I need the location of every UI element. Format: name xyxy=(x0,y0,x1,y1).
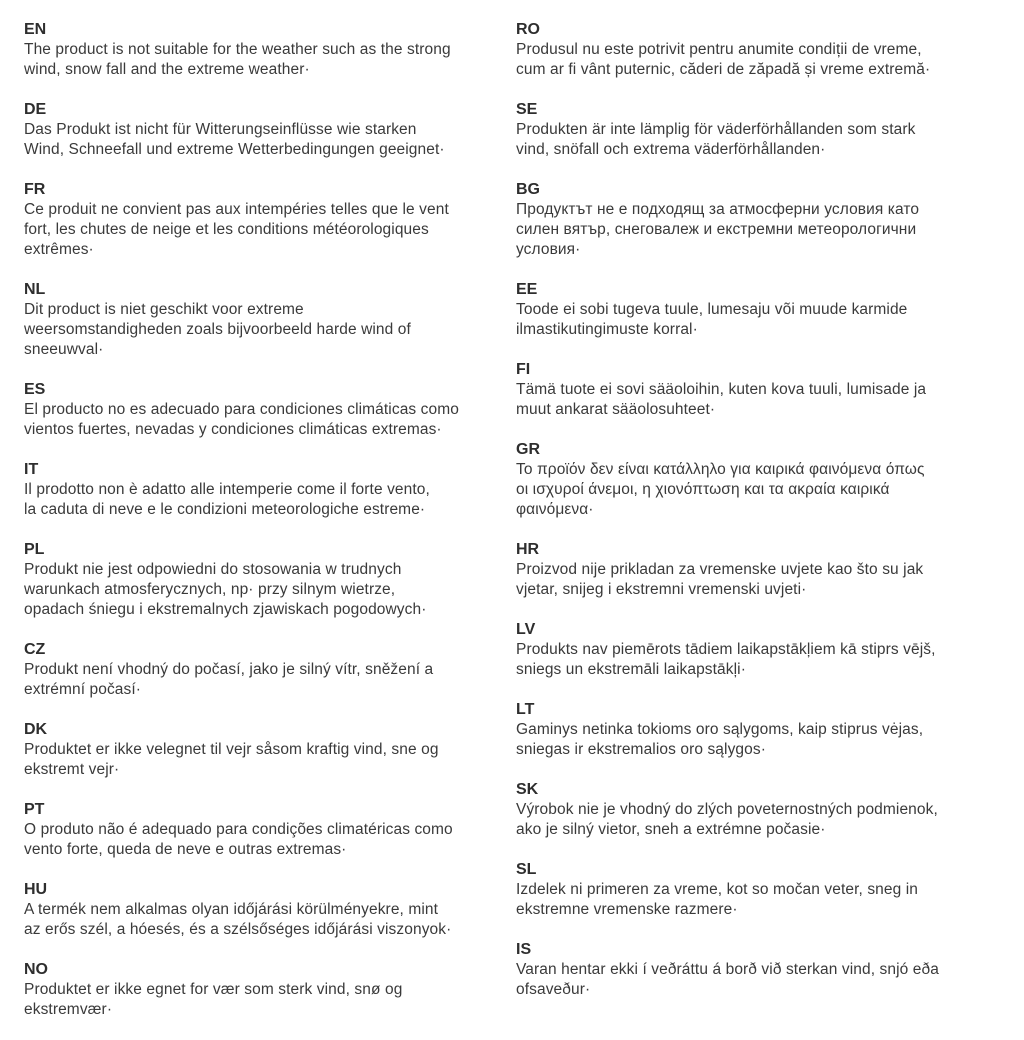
text-line: opadach śniegu i ekstremalnych zjawiskach pogodowych· xyxy=(24,601,427,618)
language-warning-text xyxy=(516,880,1018,920)
language-code-label: EN xyxy=(24,21,47,38)
text-line: Toode ei sobi tugeva tuule, lumesaju või muude karmide xyxy=(516,301,908,318)
language-code-label: FR xyxy=(24,181,46,198)
language-warning-text xyxy=(24,480,516,520)
lang-section-fi xyxy=(516,360,1018,420)
text-line: vientos fuertes, nevadas y condiciones climáticas extremas· xyxy=(24,421,442,438)
language-code-label: LV xyxy=(516,621,536,638)
text-line: El producto no es adecuado para condiciones climáticas como xyxy=(24,401,459,418)
language-code-label: RO xyxy=(516,21,540,38)
language-warning-text xyxy=(24,300,516,360)
language-warning-text xyxy=(24,400,516,440)
language-warning-text xyxy=(24,560,516,620)
text-line: Wind, Schneefall und extreme Wetterbedingungen geeignet· xyxy=(24,141,445,158)
language-code-label: HU xyxy=(24,881,48,898)
lang-section-bg xyxy=(516,180,1018,260)
language-warning-text xyxy=(516,560,1018,600)
language-warning-text xyxy=(516,300,1018,340)
lang-section-nl xyxy=(24,280,516,360)
text-line: Ce produit ne convient pas aux intempéries telles que le vent xyxy=(24,201,449,218)
language-warning-text xyxy=(516,460,1018,520)
text-line: Το προϊόν δεν είναι κατάλληλο για καιρικά φαινόμενα όπως xyxy=(516,461,925,478)
text-line: Produkt nie jest odpowiedni do stosowania w trudnych xyxy=(24,561,402,578)
lang-section-pt xyxy=(24,800,516,860)
text-line: weersomstandigheden zoals bijvoorbeeld harde wind of xyxy=(24,321,411,338)
text-line: Produktet er ikke egnet for vær som sterk vind, snø og xyxy=(24,981,403,998)
language-code-label: NO xyxy=(24,961,48,978)
lang-section-de xyxy=(24,100,516,160)
text-line: warunkach atmosferycznych, np· przy silnym wietrze, xyxy=(24,581,396,598)
lang-section-lv xyxy=(516,620,1018,680)
text-line: O produto não é adequado para condições climatéricas como xyxy=(24,821,453,838)
lang-section-es xyxy=(24,380,516,440)
lang-section-en xyxy=(24,20,516,80)
language-code-label: LT xyxy=(516,701,535,718)
language-warning-text xyxy=(516,380,1018,420)
text-line: sneeuwval· xyxy=(24,341,104,358)
language-warning-text xyxy=(516,800,1018,840)
text-line: Das Produkt ist nicht für Witterungseinflüsse wie starken xyxy=(24,121,417,138)
text-line: fort, les chutes de neige et les conditions météorologiques xyxy=(24,221,429,238)
text-line: la caduta di neve e le condizioni meteorologiche estreme· xyxy=(24,501,426,518)
text-line: Gaminys netinka tokioms oro sąlygoms, kaip stiprus vėjas, xyxy=(516,721,924,738)
text-line: vjetar, snijeg i ekstremni vremenski uvjeti· xyxy=(516,581,807,598)
language-code-label: PL xyxy=(24,541,45,558)
lang-section-no xyxy=(24,960,516,1020)
language-warning-text xyxy=(516,640,1018,680)
lang-section-se xyxy=(516,100,1018,160)
text-line: sniegas ir ekstremalios oro sąlygos· xyxy=(516,741,766,758)
text-line: Výrobok nie je vhodný do zlých poveternostných podmienok, xyxy=(516,801,938,818)
text-line: ako je silný vietor, sneh a extrémne počasie· xyxy=(516,821,826,838)
language-code-label: BG xyxy=(516,181,540,198)
language-code-label: NL xyxy=(24,281,46,298)
lang-section-dk xyxy=(24,720,516,780)
language-warning-text xyxy=(24,980,516,1020)
lang-section-hu xyxy=(24,880,516,940)
lang-section-ro xyxy=(516,20,1018,80)
lang-section-it xyxy=(24,460,516,520)
language-code-label: EE xyxy=(516,281,538,298)
language-code-label: ES xyxy=(24,381,46,398)
text-line: The product is not suitable for the weather such as the strong xyxy=(24,41,451,58)
text-line: ekstremt vejr· xyxy=(24,761,120,778)
language-code-label: SK xyxy=(516,781,539,798)
text-line: sniegs un ekstremāli laikapstākļi· xyxy=(516,661,746,678)
lang-section-is xyxy=(516,940,1018,1000)
language-warning-text xyxy=(24,40,516,80)
text-line: условия· xyxy=(516,241,581,258)
text-line: силен вятър, снеговалеж и екстремни метеорологични xyxy=(516,221,917,238)
lang-section-sl xyxy=(516,860,1018,920)
lang-section-hr xyxy=(516,540,1018,600)
language-code-label: IT xyxy=(24,461,39,478)
lang-section-gr xyxy=(516,440,1018,520)
text-line: extrêmes· xyxy=(24,241,94,258)
language-code-label: PT xyxy=(24,801,45,818)
language-warning-text xyxy=(24,900,516,940)
lang-section-sk xyxy=(516,780,1018,840)
text-line: φαινόμενα· xyxy=(516,501,594,518)
text-line: Izdelek ni primeren za vreme, kot so močan veter, sneg in xyxy=(516,881,918,898)
text-line: ofsaveður· xyxy=(516,981,591,998)
text-line: vento forte, queda de neve e outras extremas· xyxy=(24,841,347,858)
text-line: Tämä tuote ei sovi sääoloihin, kuten kova tuuli, lumisade ja xyxy=(516,381,927,398)
text-line: οι ισχυροί άνεμοι, η χιονόπτωση και τα ακραία καιρικά xyxy=(516,481,890,498)
text-line: Dit product is niet geschikt voor extreme xyxy=(24,301,304,318)
language-code-label: HR xyxy=(516,541,540,558)
language-code-label: CZ xyxy=(24,641,46,658)
warning-column-left xyxy=(24,20,516,1040)
text-line: ilmastikutingimuste korral· xyxy=(516,321,698,338)
text-line: Produkten är inte lämplig för väderförhållanden som stark xyxy=(516,121,916,138)
language-warning-text xyxy=(24,820,516,860)
text-line: Produkt není vhodný do počasí, jako je silný vítr, sněžení a xyxy=(24,661,434,678)
text-line: ekstremne vremenske razmere· xyxy=(516,901,738,918)
text-line: Produkts nav piemērots tādiem laikapstākļiem kā stiprs vējš, xyxy=(516,641,936,658)
text-line: Varan hentar ekki í veðráttu á borð við sterkan vind, snjó eða xyxy=(516,961,939,978)
text-line: ekstremvær· xyxy=(24,1001,113,1018)
language-warning-text xyxy=(24,740,516,780)
text-line: Produktet er ikke velegnet til vejr såsom kraftig vind, sne og xyxy=(24,741,439,758)
language-warning-text xyxy=(516,960,1018,1000)
language-warning-text xyxy=(516,200,1018,260)
text-line: Продуктът не е подходящ за атмосферни условия като xyxy=(516,201,920,218)
language-code-label: SE xyxy=(516,101,538,118)
text-line: Produsul nu este potrivit pentru anumite condiții de vreme, xyxy=(516,41,922,58)
language-code-label: IS xyxy=(516,941,532,958)
lang-section-cz xyxy=(24,640,516,700)
text-line: muut ankarat sääolosuhteet· xyxy=(516,401,716,418)
text-line: vind, snöfall och extrema väderförhållanden· xyxy=(516,141,826,158)
language-warning-text xyxy=(516,720,1018,760)
lang-section-lt xyxy=(516,700,1018,760)
language-warning-text xyxy=(24,200,516,260)
text-line: az erős szél, a hóesés, és a szélsőséges időjárási viszonyok· xyxy=(24,921,452,938)
language-warning-text xyxy=(516,40,1018,80)
lang-section-fr xyxy=(24,180,516,260)
warning-column-right xyxy=(516,20,1018,1040)
language-warning-text xyxy=(24,120,516,160)
lang-section-pl xyxy=(24,540,516,620)
text-line: Il prodotto non è adatto alle intemperie come il forte vento, xyxy=(24,481,430,498)
language-code-label: DK xyxy=(24,721,48,738)
text-line: wind, snow fall and the extreme weather· xyxy=(24,61,310,78)
language-warning-text xyxy=(516,120,1018,160)
language-code-label: GR xyxy=(516,441,540,458)
text-line: extrémní počasí· xyxy=(24,681,142,698)
language-warning-text xyxy=(24,660,516,700)
text-line: A termék nem alkalmas olyan időjárási körülményekre, mint xyxy=(24,901,439,918)
language-code-label: FI xyxy=(516,361,531,378)
text-line: cum ar fi vânt puternic, căderi de zăpadă și vreme extremă· xyxy=(516,61,931,78)
language-code-label: DE xyxy=(24,101,47,118)
text-line: Proizvod nije prikladan za vremenske uvjete kao što su jak xyxy=(516,561,924,578)
lang-section-ee xyxy=(516,280,1018,340)
language-code-label: SL xyxy=(516,861,537,878)
